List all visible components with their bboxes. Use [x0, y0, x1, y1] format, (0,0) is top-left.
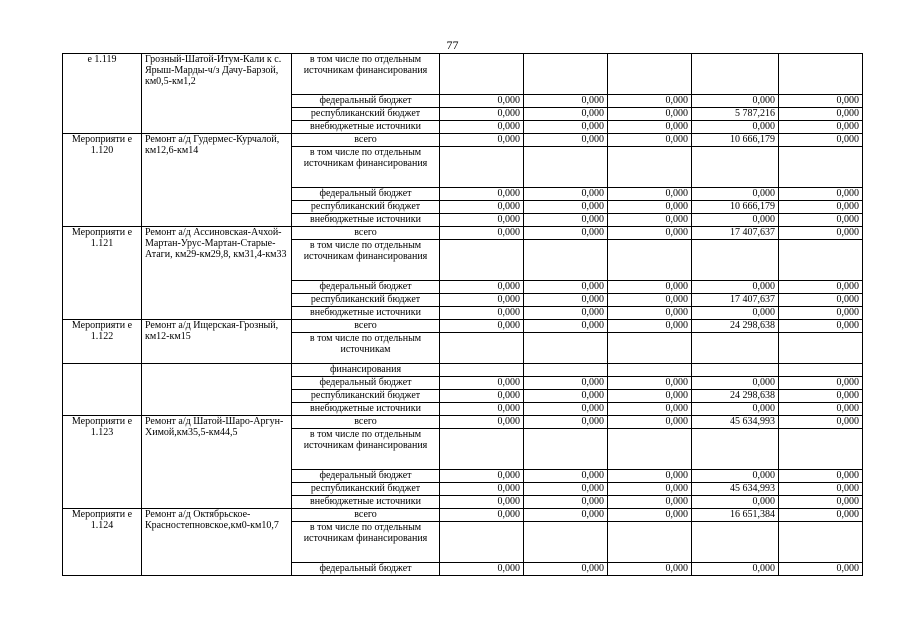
amount-cell	[779, 364, 863, 377]
activity-code: Мероприяти е 1.120	[63, 134, 142, 227]
amount-cell: 0,000	[524, 307, 608, 320]
amount-cell: 0,000	[524, 214, 608, 227]
amount-cell: 0,000	[524, 121, 608, 134]
amount-cell: 0,000	[608, 483, 692, 496]
amount-cell: 0,000	[779, 483, 863, 496]
amount-cell	[608, 147, 692, 188]
amount-cell: 0,000	[608, 294, 692, 307]
amount-cell: 24 298,638	[692, 390, 779, 403]
amount-cell: 0,000	[608, 307, 692, 320]
amount-cell	[524, 333, 608, 364]
activity-name: Ремонт а/д Шатой-Шаро-Аргун-Химой,км35,5-км44,5	[142, 416, 292, 509]
amount-cell	[692, 54, 779, 95]
amount-cell: 45 634,993	[692, 416, 779, 429]
activity-name: Ремонт а/д Гудермес-Курчалой, км12,6-км14	[142, 134, 292, 227]
funding-source: в том числе по отдельным источникам финансирования	[292, 522, 440, 563]
amount-cell: 0,000	[524, 496, 608, 509]
amount-cell: 0,000	[779, 108, 863, 121]
amount-cell: 0,000	[779, 294, 863, 307]
funding-source: в том числе по отдельным источникам финансирования	[292, 240, 440, 281]
table-row	[63, 320, 863, 333]
amount-cell: 0,000	[440, 377, 524, 390]
amount-cell: 0,000	[524, 483, 608, 496]
table-row	[63, 509, 863, 522]
amount-cell	[440, 522, 524, 563]
funding-source: федеральный бюджет	[292, 470, 440, 483]
amount-cell: 0,000	[608, 377, 692, 390]
amount-cell: 0,000	[440, 214, 524, 227]
activity-code: е 1.119	[63, 54, 142, 134]
amount-cell	[692, 333, 779, 364]
amount-cell	[440, 333, 524, 364]
amount-cell: 0,000	[608, 416, 692, 429]
amount-cell: 0,000	[608, 403, 692, 416]
amount-cell: 0,000	[692, 95, 779, 108]
table-row	[63, 364, 863, 377]
amount-cell: 0,000	[779, 390, 863, 403]
amount-cell: 0,000	[779, 563, 863, 576]
activity-name-continued	[142, 364, 292, 416]
amount-cell	[692, 147, 779, 188]
amount-cell: 0,000	[524, 320, 608, 333]
amount-cell: 0,000	[779, 201, 863, 214]
amount-cell: 10 666,179	[692, 134, 779, 147]
amount-cell	[440, 147, 524, 188]
activity-name: Ремонт а/д Ассиновская-Ачхой-Мартан-Урус-Мартан-Старые-Атаги, км29-км29,8, км31,4-км33	[142, 227, 292, 320]
funding-source: федеральный бюджет	[292, 188, 440, 201]
amount-cell	[779, 240, 863, 281]
amount-cell: 0,000	[779, 496, 863, 509]
table-row	[63, 54, 863, 95]
amount-cell: 0,000	[440, 188, 524, 201]
funding-source: внебюджетные источники	[292, 214, 440, 227]
amount-cell: 0,000	[779, 509, 863, 522]
amount-cell	[779, 54, 863, 95]
amount-cell: 0,000	[440, 416, 524, 429]
amount-cell: 0,000	[608, 121, 692, 134]
amount-cell	[692, 240, 779, 281]
amount-cell: 0,000	[779, 95, 863, 108]
amount-cell: 0,000	[779, 416, 863, 429]
amount-cell	[608, 333, 692, 364]
amount-cell: 16 651,384	[692, 509, 779, 522]
amount-cell: 0,000	[440, 227, 524, 240]
amount-cell	[692, 429, 779, 470]
amount-cell: 0,000	[692, 307, 779, 320]
table-row	[63, 134, 863, 147]
amount-cell: 0,000	[440, 294, 524, 307]
amount-cell	[608, 54, 692, 95]
funding-source: в том числе по отдельным источникам финансирования	[292, 54, 440, 95]
budget-table	[62, 53, 863, 576]
activity-code: Мероприяти е 1.122	[63, 320, 142, 364]
amount-cell: 0,000	[692, 496, 779, 509]
amount-cell	[779, 333, 863, 364]
amount-cell: 0,000	[608, 496, 692, 509]
amount-cell	[524, 429, 608, 470]
amount-cell: 5 787,216	[692, 108, 779, 121]
activity-code: Мероприяти е 1.124	[63, 509, 142, 576]
page-number: 77	[446, 38, 459, 52]
amount-cell: 0,000	[440, 403, 524, 416]
amount-cell: 0,000	[524, 563, 608, 576]
amount-cell	[779, 522, 863, 563]
amount-cell: 0,000	[440, 496, 524, 509]
amount-cell: 0,000	[524, 416, 608, 429]
funding-source: республиканский бюджет	[292, 108, 440, 121]
amount-cell: 0,000	[440, 563, 524, 576]
amount-cell	[692, 522, 779, 563]
amount-cell: 0,000	[692, 188, 779, 201]
amount-cell: 0,000	[608, 320, 692, 333]
amount-cell: 0,000	[524, 134, 608, 147]
amount-cell: 0,000	[779, 227, 863, 240]
amount-cell: 0,000	[779, 470, 863, 483]
funding-source: внебюджетные источники	[292, 496, 440, 509]
funding-source: всего	[292, 320, 440, 333]
amount-cell	[440, 429, 524, 470]
amount-cell: 0,000	[779, 134, 863, 147]
amount-cell: 0,000	[608, 563, 692, 576]
amount-cell: 0,000	[779, 281, 863, 294]
amount-cell: 0,000	[440, 470, 524, 483]
amount-cell: 0,000	[440, 483, 524, 496]
funding-source: финансирования	[292, 364, 440, 377]
activity-name: Ремонт а/д Ищерская-Грозный, км12-км15	[142, 320, 292, 364]
amount-cell	[608, 240, 692, 281]
amount-cell: 0,000	[440, 509, 524, 522]
funding-source: республиканский бюджет	[292, 294, 440, 307]
funding-source: республиканский бюджет	[292, 390, 440, 403]
funding-source: внебюджетные источники	[292, 121, 440, 134]
amount-cell: 0,000	[524, 294, 608, 307]
funding-source: федеральный бюджет	[292, 95, 440, 108]
amount-cell: 0,000	[440, 281, 524, 294]
amount-cell: 0,000	[524, 201, 608, 214]
amount-cell: 0,000	[608, 134, 692, 147]
amount-cell: 0,000	[608, 227, 692, 240]
amount-cell: 0,000	[608, 188, 692, 201]
amount-cell: 0,000	[524, 108, 608, 121]
amount-cell: 0,000	[692, 281, 779, 294]
amount-cell: 0,000	[608, 390, 692, 403]
amount-cell: 0,000	[524, 95, 608, 108]
amount-cell: 0,000	[608, 509, 692, 522]
amount-cell	[524, 522, 608, 563]
funding-source: федеральный бюджет	[292, 563, 440, 576]
funding-source: всего	[292, 134, 440, 147]
amount-cell	[524, 147, 608, 188]
amount-cell: 24 298,638	[692, 320, 779, 333]
amount-cell: 0,000	[524, 227, 608, 240]
amount-cell: 0,000	[524, 281, 608, 294]
amount-cell: 0,000	[692, 403, 779, 416]
funding-source: в том числе по отдельным источникам финансирования	[292, 429, 440, 470]
amount-cell: 0,000	[779, 403, 863, 416]
amount-cell	[779, 147, 863, 188]
amount-cell: 0,000	[608, 108, 692, 121]
amount-cell	[608, 522, 692, 563]
amount-cell: 0,000	[779, 320, 863, 333]
amount-cell: 0,000	[608, 470, 692, 483]
amount-cell: 17 407,637	[692, 227, 779, 240]
amount-cell: 0,000	[440, 121, 524, 134]
amount-cell	[608, 364, 692, 377]
funding-source: в том числе по отдельным источникам	[292, 333, 440, 364]
activity-code-continued	[63, 364, 142, 416]
funding-source: федеральный бюджет	[292, 377, 440, 390]
amount-cell: 0,000	[440, 134, 524, 147]
amount-cell: 0,000	[440, 108, 524, 121]
funding-source: внебюджетные источники	[292, 403, 440, 416]
amount-cell: 0,000	[779, 214, 863, 227]
amount-cell: 0,000	[779, 307, 863, 320]
table-row	[63, 416, 863, 429]
amount-cell	[524, 54, 608, 95]
amount-cell: 0,000	[779, 377, 863, 390]
amount-cell: 0,000	[440, 201, 524, 214]
amount-cell: 0,000	[779, 188, 863, 201]
activity-name: Грозный-Шатой-Итум-Кали к с. Ярыш-Марды-ч/з Дачу-Барзой, км0,5-км1,2	[142, 54, 292, 134]
amount-cell	[608, 429, 692, 470]
amount-cell: 0,000	[440, 320, 524, 333]
amount-cell: 0,000	[608, 201, 692, 214]
amount-cell: 0,000	[692, 214, 779, 227]
amount-cell: 0,000	[692, 563, 779, 576]
funding-source: внебюджетные источники	[292, 307, 440, 320]
amount-cell: 17 407,637	[692, 294, 779, 307]
amount-cell	[524, 240, 608, 281]
funding-source: в том числе по отдельным источникам финансирования	[292, 147, 440, 188]
amount-cell	[524, 364, 608, 377]
table-row	[63, 227, 863, 240]
amount-cell: 0,000	[440, 307, 524, 320]
amount-cell: 0,000	[524, 377, 608, 390]
amount-cell: 45 634,993	[692, 483, 779, 496]
funding-source: республиканский бюджет	[292, 201, 440, 214]
amount-cell: 0,000	[608, 214, 692, 227]
amount-cell: 0,000	[440, 95, 524, 108]
amount-cell: 10 666,179	[692, 201, 779, 214]
amount-cell	[779, 429, 863, 470]
amount-cell: 0,000	[692, 377, 779, 390]
funding-source: всего	[292, 509, 440, 522]
funding-source: всего	[292, 227, 440, 240]
activity-code: Мероприяти е 1.123	[63, 416, 142, 509]
amount-cell: 0,000	[524, 470, 608, 483]
amount-cell: 0,000	[524, 509, 608, 522]
amount-cell	[440, 240, 524, 281]
activity-name: Ремонт а/д Октябрьское-Красностепновское,км0-км10,7	[142, 509, 292, 576]
amount-cell: 0,000	[524, 390, 608, 403]
amount-cell: 0,000	[692, 470, 779, 483]
amount-cell: 0,000	[524, 188, 608, 201]
amount-cell: 0,000	[779, 121, 863, 134]
table-body	[63, 54, 863, 576]
funding-source: федеральный бюджет	[292, 281, 440, 294]
amount-cell	[692, 364, 779, 377]
amount-cell: 0,000	[692, 121, 779, 134]
amount-cell: 0,000	[608, 95, 692, 108]
funding-source: всего	[292, 416, 440, 429]
amount-cell	[440, 364, 524, 377]
activity-code: Мероприяти е 1.121	[63, 227, 142, 320]
funding-source: республиканский бюджет	[292, 483, 440, 496]
amount-cell	[440, 54, 524, 95]
amount-cell: 0,000	[608, 281, 692, 294]
amount-cell: 0,000	[440, 390, 524, 403]
amount-cell: 0,000	[524, 403, 608, 416]
